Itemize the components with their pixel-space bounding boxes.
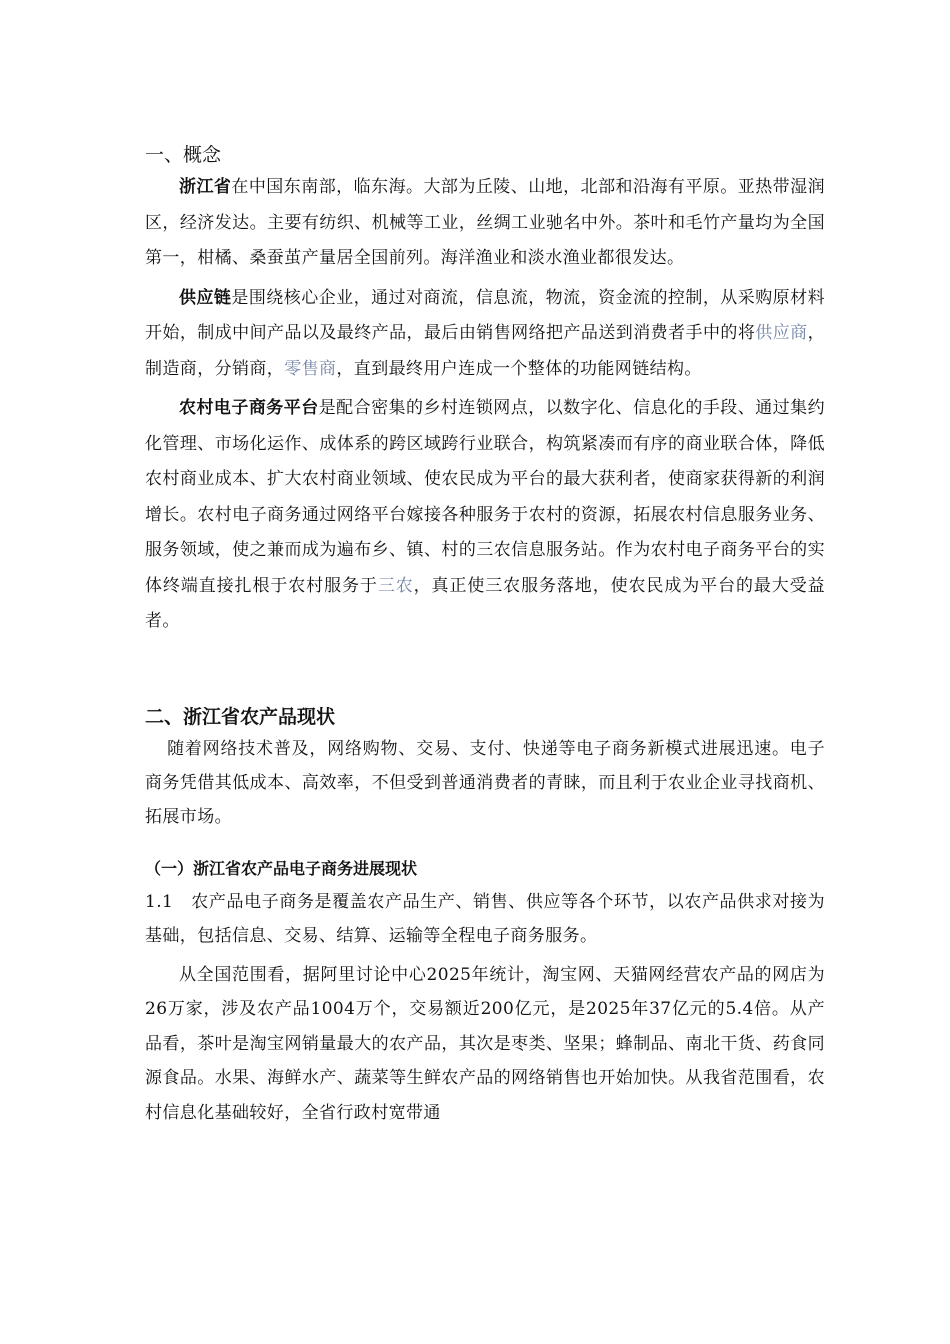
paragraph-supply-chain-text-c: ，直到最终用户连成一个整体的功能网链结构。	[336, 358, 702, 379]
paragraph-section-2-intro: 随着网络技术普及，网络购物、交易、支付、快递等电子商务新模式进展迅速。电子商务凭借其低成本、高效率，不但受到普通消费者的青睐，而且利于农业企业寻找商机、拓展市场。	[145, 738, 825, 827]
section-2-heading: 二、浙江省农产品现状	[145, 705, 336, 728]
term-zhejiang: 浙江省	[179, 177, 232, 197]
paragraph-rural-ecommerce-text-b: ，真正使三农服务落地，使农民成为平台的最大受益者。	[145, 575, 826, 631]
paragraph-rural-ecommerce-text-a: 是配合密集的乡村连锁网点，以数字化、信息化的手段、通过集约化管理、市场化运作、成体系的跨区域跨行业联合，构筑紧凑而有序的商业联合体，降低农村商业成本、扩大农村商业领域、使农民成为平台的最大获利者，使商家获得新的利润增长。农村电子商务通过网络平台嫁接各种服务于农村的资源，拓展农村信息服务业务、服务领域，使之兼而成为遍布乡、镇、村的三农信息服务站。作为农村电子商务平台的实体终端直接扎根于农村服务于	[145, 398, 825, 596]
term-supply-chain: 供应链	[179, 287, 232, 308]
item-1-1-text: 农产品电子商务是覆盖农产品生产、销售、供应等各个环节，以农产品供求对接为基础，包括信息、交易、结算、运输等全程电子商务服务。	[145, 891, 825, 946]
link-retailer[interactable]: 零售商	[284, 358, 337, 379]
paragraph-supply-chain-text-b: ，制造商，分销商，	[145, 323, 825, 379]
item-1-1	[145, 885, 825, 954]
paragraph-supply-chain	[145, 281, 825, 388]
paragraph-zhejiang-text: 在中国东南部，临东海。大部为丘陵、山地，北部和沿海有平原。亚热带湿润区，经济发达。主要有纺织、机械等工业，丝绸工业驰名中外。茶叶和毛竹产量均为全国第一，柑橘、桑蚕茧产量居全国前列。海洋渔业和淡水渔业都很发达。	[145, 177, 825, 268]
link-supplier[interactable]: 供应商	[755, 323, 808, 343]
paragraph-supply-chain-text-a: 是围绕核心企业，通过对商流，信息流，物流，资金流的控制，从采购原材料开始，制成中间产品以及最终产品，最后由销售网络把产品送到消费者手中的将	[145, 287, 825, 343]
term-rural-ecommerce-platform: 农村电子商务平台	[179, 398, 319, 418]
paragraph-zhejiang	[145, 170, 825, 277]
item-number: 1.1	[145, 891, 174, 912]
section-1-heading: 一、概念	[145, 144, 222, 166]
document-page	[145, 140, 825, 1134]
link-sannong[interactable]: 三农	[377, 575, 414, 596]
subsection-1-heading: （一）浙江省农产品电子商务进展现状	[145, 858, 418, 878]
paragraph-national-stats: 从全国范围看，据阿里讨论中心2025年统计，淘宝网、天猫网经营农产品的网店为26万家，涉及农产品1004万个，交易额近200亿元，是2025年37亿元的5.4倍。从产品看，茶叶是淘宝网销量最大的农产品，其次是枣类、坚果；蜂制品、南北干货、药食同源食品。水果、海鲜水产、蔬菜等生鲜农产品的网络销售也开始加快。从我省范围看，农村信息化基础较好，全省行政村宽带通	[145, 964, 825, 1123]
paragraph-rural-ecommerce	[145, 391, 825, 640]
